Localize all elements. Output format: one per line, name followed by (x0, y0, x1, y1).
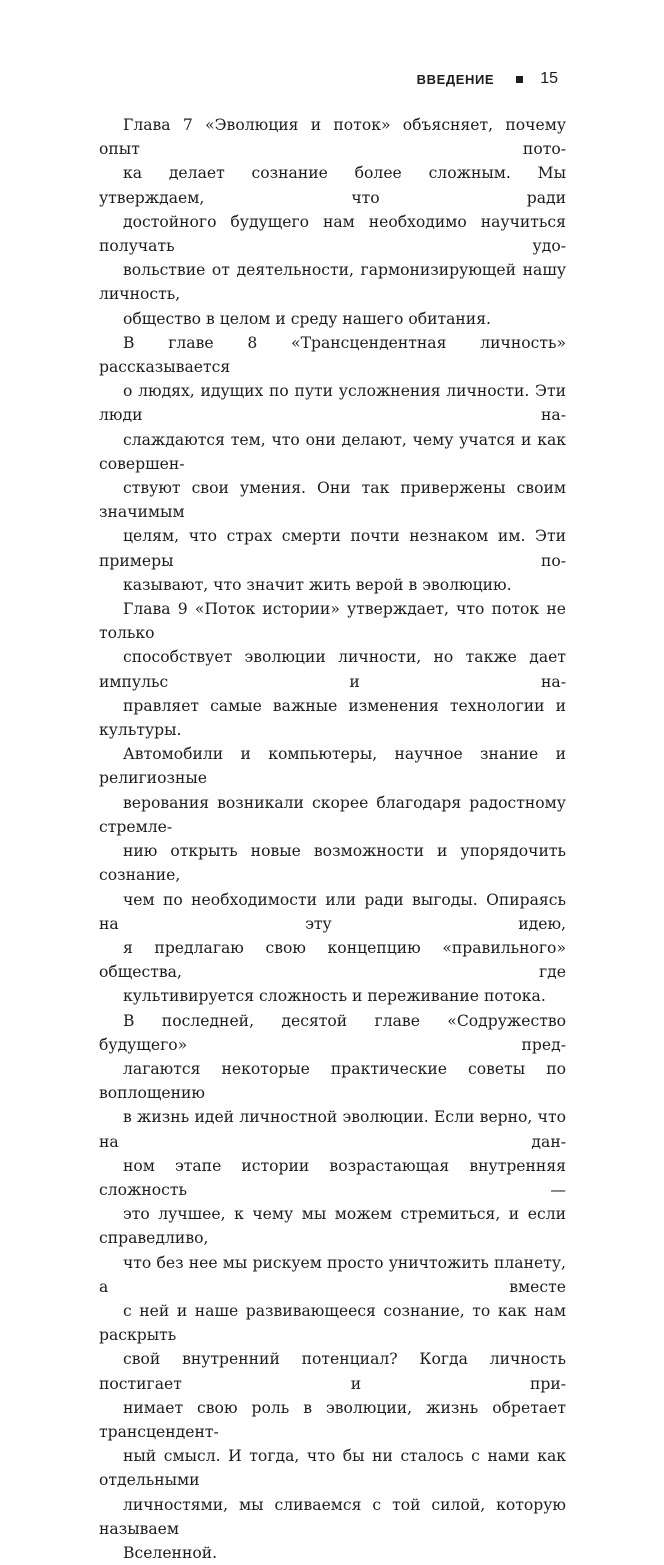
text-line: ка делает сознание более сложным. Мы утверждаем, что ради (99, 164, 566, 207)
text-line: в жизнь идей личностной эволюции. Если верно, что на дан- (99, 1108, 566, 1151)
text-line: нимает свою роль в эволюции, жизнь обретает трансцендент- (99, 1398, 566, 1441)
text-line: В главе 8 «Трансцендентная личность» рассказывается (99, 333, 566, 377)
text-line: Глава 7 «Эволюция и поток» объясняет, почему опыт пото- (99, 116, 566, 159)
text-line: общество в целом и среду нашего обитания. (123, 309, 491, 328)
section-title: ВВЕДЕНИЕ (416, 71, 495, 87)
text-line: вольствие от деятельности, гармонизирующей нашу личность, (99, 261, 566, 304)
text-line: нию открыть новые возможности и упорядочить сознание, (99, 842, 566, 885)
body-text (99, 113, 566, 1565)
text-line: ном этапе истории возрастающая внутренняя сложность — (99, 1156, 566, 1199)
text-line: свой внутренний потенциал? Когда личность постигает и при- (99, 1350, 566, 1393)
text-line: целям, что страх смерти почти незнаком им. Эти примеры по- (99, 527, 566, 570)
text-line: В последней, десятой главе «Содружество будущего» пред- (99, 1011, 566, 1054)
text-line: слаждаются тем, что они делают, чему учатся и как совершен- (99, 430, 566, 473)
text-line: Глава 9 «Поток истории» утверждает, что поток не только (99, 600, 566, 643)
paragraph (99, 597, 566, 1008)
paragraph (99, 331, 566, 597)
text-line: о людях, идущих по пути усложнения личности. Эти люди на- (99, 382, 566, 425)
running-header (417, 70, 558, 88)
text-line: достойного будущего нам необходимо научиться получать удо- (99, 212, 566, 256)
text-line: лагаются некоторые практические советы по воплощению (99, 1059, 566, 1103)
text-line: с ней и наше развивающееся сознание, то как нам раскрыть (99, 1301, 566, 1345)
paragraph (99, 113, 566, 331)
text-line: личностями, мы сливаемся с той силой, которую называем (99, 1495, 566, 1538)
text-line: Вселенной. (123, 1543, 218, 1562)
page-number: 15 (540, 70, 558, 87)
text-line: культивируется сложность и переживание потока. (123, 987, 546, 1006)
text-line: казывают, что значит жить верой в эволюцию. (123, 575, 512, 594)
text-line: это лучшее, к чему мы можем стремиться, и если справедливо, (99, 1205, 566, 1248)
text-line: я предлагаю свою концепцию «правильного» общества, где (99, 938, 566, 982)
paragraph (99, 1009, 566, 1565)
text-line: правляет самые важные изменения технологии и культуры. (99, 696, 566, 740)
text-line: верования возникали скорее благодаря радостному стремле- (99, 793, 566, 836)
text-line: что без нее мы рискуем просто уничтожить планету, а вместе (99, 1253, 566, 1296)
text-line: ный смысл. И тогда, что бы ни сталось с нами как отдельными (99, 1447, 566, 1490)
square-bullet-icon (516, 76, 523, 83)
text-line: ствуют свои умения. Они так привержены своим значимым (99, 479, 566, 522)
text-line: Автомобили и компьютеры, научное знание и религиозные (99, 745, 566, 788)
text-line: чем по необходимости или ради выгоды. Опираясь на эту идею, (99, 890, 566, 933)
text-line: способствует эволюции личности, но также дает импульс и на- (99, 648, 566, 691)
